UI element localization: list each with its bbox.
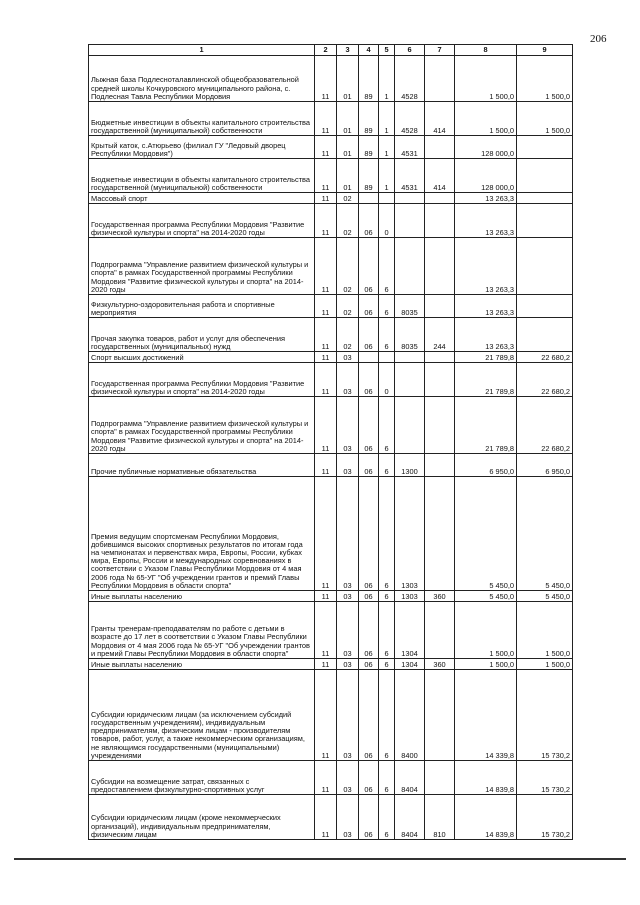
table-row [89, 318, 573, 352]
table-row [89, 363, 573, 397]
program-code-cell: 06 [359, 238, 379, 295]
expense-type-cell [425, 136, 455, 159]
program-code-cell: 06 [359, 454, 379, 477]
amount-col8-cell: 128 000,0 [455, 136, 517, 159]
column-header: 6 [395, 45, 425, 56]
expense-type-cell [425, 193, 455, 204]
program-code-cell: 06 [359, 295, 379, 318]
subsection-code-cell: 03 [337, 454, 359, 477]
row-name-cell: Субсидии юридическим лицам (за исключением субсидий государственным учреждениям), индивидуальным предпринимателям, физическим лицам - производителям товаров, работ, услуг, а также некоммерческим организациям, не являющимся государственными (муниципальными) учреждениями [89, 670, 315, 761]
amount-col9-cell: 22 680,2 [517, 352, 573, 363]
table-row [89, 659, 573, 670]
amount-col8-cell: 5 450,0 [455, 591, 517, 602]
program-code-cell: 06 [359, 204, 379, 238]
table-row [89, 454, 573, 477]
column-header: 1 [89, 45, 315, 56]
table-row [89, 136, 573, 159]
subprogram-code-cell: 6 [379, 761, 395, 795]
expense-type-cell [425, 56, 455, 102]
section-code-cell: 11 [315, 295, 337, 318]
amount-col9-cell: 1 500,0 [517, 102, 573, 136]
row-name-cell: Прочие публичные нормативные обязательства [89, 454, 315, 477]
amount-col9-cell: 15 730,2 [517, 670, 573, 761]
row-name-cell: Субсидии юридическим лицам (кроме некоммерческих организаций), индивидуальным предпринимателям, физическим лицам [89, 795, 315, 840]
expense-type-cell [425, 397, 455, 454]
amount-col8-cell: 13 263,3 [455, 193, 517, 204]
section-code-cell: 11 [315, 591, 337, 602]
subsection-code-cell: 02 [337, 193, 359, 204]
table-row [89, 204, 573, 238]
row-name-cell: Бюджетные инвестиции в объекты капитального строительства государственной (муниципальной) собственности [89, 159, 315, 193]
amount-col9-cell [517, 193, 573, 204]
subsection-code-cell: 02 [337, 238, 359, 295]
subsection-code-cell: 02 [337, 295, 359, 318]
program-code-cell: 89 [359, 56, 379, 102]
program-code-cell: 89 [359, 102, 379, 136]
article-code-cell: 1303 [395, 591, 425, 602]
table-row [89, 602, 573, 659]
article-code-cell: 4528 [395, 102, 425, 136]
subprogram-code-cell: 6 [379, 397, 395, 454]
amount-col8-cell: 128 000,0 [455, 159, 517, 193]
subprogram-code-cell: 1 [379, 56, 395, 102]
row-name-cell: Массовый спорт [89, 193, 315, 204]
amount-col8-cell: 14 339,8 [455, 670, 517, 761]
article-code-cell [395, 204, 425, 238]
row-name-cell: Бюджетные инвестиции в объекты капитального строительства государственной (муниципальной) собственности [89, 102, 315, 136]
table-row [89, 591, 573, 602]
expense-type-cell [425, 454, 455, 477]
amount-col9-cell: 15 730,2 [517, 795, 573, 840]
page-bottom-rule [14, 858, 626, 860]
table-row [89, 56, 573, 102]
section-code-cell: 11 [315, 363, 337, 397]
subprogram-code-cell: 1 [379, 102, 395, 136]
section-code-cell: 11 [315, 659, 337, 670]
amount-col9-cell [517, 204, 573, 238]
subsection-code-cell: 03 [337, 363, 359, 397]
row-name-cell: Государственная программа Республики Мордовия "Развитие физической культуры и спорта" на 2014-2020 годы [89, 204, 315, 238]
amount-col9-cell: 1 500,0 [517, 602, 573, 659]
table-row [89, 670, 573, 761]
amount-col9-cell: 22 680,2 [517, 397, 573, 454]
program-code-cell: 06 [359, 670, 379, 761]
amount-col8-cell: 21 789,8 [455, 397, 517, 454]
section-code-cell: 11 [315, 397, 337, 454]
amount-col8-cell: 13 263,3 [455, 318, 517, 352]
article-code-cell: 1304 [395, 602, 425, 659]
expense-type-cell: 414 [425, 159, 455, 193]
expense-type-cell: 360 [425, 659, 455, 670]
column-header: 5 [379, 45, 395, 56]
budget-table [88, 44, 573, 840]
subprogram-code-cell: 0 [379, 204, 395, 238]
subprogram-code-cell: 0 [379, 363, 395, 397]
subsection-code-cell: 03 [337, 397, 359, 454]
table-row [89, 397, 573, 454]
subprogram-code-cell: 6 [379, 318, 395, 352]
expense-type-cell [425, 352, 455, 363]
program-code-cell [359, 193, 379, 204]
article-code-cell [395, 363, 425, 397]
amount-col8-cell: 13 263,3 [455, 204, 517, 238]
article-code-cell: 8404 [395, 761, 425, 795]
column-header: 7 [425, 45, 455, 56]
table-row [89, 238, 573, 295]
section-code-cell: 11 [315, 102, 337, 136]
article-code-cell: 8035 [395, 295, 425, 318]
subprogram-code-cell [379, 193, 395, 204]
section-code-cell: 11 [315, 454, 337, 477]
amount-col8-cell: 13 263,3 [455, 295, 517, 318]
section-code-cell: 11 [315, 193, 337, 204]
row-name-cell: Лыжная база Подлесноталавлинской общеобразовательной средней школы Кочкуровского муниципального района, с. Подлесная Тавла Республики Мордовия [89, 56, 315, 102]
table-row [89, 352, 573, 363]
program-code-cell [359, 352, 379, 363]
article-code-cell [395, 397, 425, 454]
table-row [89, 295, 573, 318]
row-name-cell: Премия ведущим спортсменам Республики Мордовия, добившимся высоких спортивных результатов по итогам года на чемпионатах и первенствах мира, Европы, России, кубках мира, Европы, России и международных соревнованиях в соответствии с Указом Главы Республики Мордовия от 4 мая 2006 года № 65-УГ "Об учреждении грантов и премий Главы Республики Мордовия в области спорта" [89, 477, 315, 591]
section-code-cell: 11 [315, 136, 337, 159]
column-header: 8 [455, 45, 517, 56]
table-row [89, 761, 573, 795]
row-name-cell: Субсидии на возмещение затрат, связанных с предоставлением физкультурно-спортивных услуг [89, 761, 315, 795]
amount-col8-cell: 21 789,8 [455, 352, 517, 363]
subsection-code-cell: 02 [337, 204, 359, 238]
section-code-cell: 11 [315, 56, 337, 102]
program-code-cell: 06 [359, 318, 379, 352]
program-code-cell: 89 [359, 159, 379, 193]
row-name-cell: Физкультурно-оздоровительная работа и спортивные мероприятия [89, 295, 315, 318]
expense-type-cell [425, 670, 455, 761]
subprogram-code-cell: 6 [379, 795, 395, 840]
program-code-cell: 06 [359, 477, 379, 591]
expense-type-cell [425, 363, 455, 397]
amount-col8-cell: 5 450,0 [455, 477, 517, 591]
amount-col8-cell: 6 950,0 [455, 454, 517, 477]
amount-col9-cell [517, 318, 573, 352]
subsection-code-cell: 02 [337, 318, 359, 352]
expense-type-cell [425, 295, 455, 318]
subsection-code-cell: 03 [337, 477, 359, 591]
row-name-cell: Подпрограмма "Управление развитием физической культуры и спорта" в рамках Государственной программы Республики Мордовия "Развитие физической культуры и спорта" на 2014-2020 годы [89, 397, 315, 454]
subsection-code-cell: 03 [337, 761, 359, 795]
section-code-cell: 11 [315, 795, 337, 840]
table-header-row [89, 45, 573, 56]
program-code-cell: 06 [359, 761, 379, 795]
subsection-code-cell: 01 [337, 56, 359, 102]
amount-col9-cell: 5 450,0 [517, 591, 573, 602]
article-code-cell: 8035 [395, 318, 425, 352]
program-code-cell: 06 [359, 363, 379, 397]
subsection-code-cell: 01 [337, 102, 359, 136]
subprogram-code-cell: 6 [379, 670, 395, 761]
column-header: 2 [315, 45, 337, 56]
program-code-cell: 89 [359, 136, 379, 159]
subsection-code-cell: 03 [337, 602, 359, 659]
amount-col8-cell: 1 500,0 [455, 56, 517, 102]
section-code-cell: 11 [315, 477, 337, 591]
amount-col8-cell: 21 789,8 [455, 363, 517, 397]
amount-col9-cell: 1 500,0 [517, 56, 573, 102]
program-code-cell: 06 [359, 795, 379, 840]
subsection-code-cell: 03 [337, 670, 359, 761]
subsection-code-cell: 01 [337, 136, 359, 159]
table-row [89, 477, 573, 591]
subsection-code-cell: 03 [337, 352, 359, 363]
subprogram-code-cell: 6 [379, 602, 395, 659]
amount-col8-cell: 1 500,0 [455, 602, 517, 659]
expense-type-cell [425, 477, 455, 591]
subprogram-code-cell: 1 [379, 159, 395, 193]
amount-col9-cell [517, 136, 573, 159]
section-code-cell: 11 [315, 204, 337, 238]
row-name-cell: Государственная программа Республики Мордовия "Развитие физической культуры и спорта" на 2014-2020 годы [89, 363, 315, 397]
expense-type-cell [425, 238, 455, 295]
article-code-cell: 4531 [395, 136, 425, 159]
program-code-cell: 06 [359, 591, 379, 602]
row-name-cell: Иные выплаты населению [89, 591, 315, 602]
expense-type-cell: 244 [425, 318, 455, 352]
column-header: 4 [359, 45, 379, 56]
row-name-cell: Крытый каток, с.Атюрьево (филиал ГУ "Ледовый дворец Республики Мордовия") [89, 136, 315, 159]
program-code-cell: 06 [359, 602, 379, 659]
subprogram-code-cell: 6 [379, 659, 395, 670]
article-code-cell: 8400 [395, 670, 425, 761]
section-code-cell: 11 [315, 238, 337, 295]
expense-type-cell [425, 204, 455, 238]
row-name-cell: Иные выплаты населению [89, 659, 315, 670]
subsection-code-cell: 01 [337, 159, 359, 193]
article-code-cell: 1304 [395, 659, 425, 670]
article-code-cell: 4528 [395, 56, 425, 102]
article-code-cell: 8404 [395, 795, 425, 840]
expense-type-cell: 414 [425, 102, 455, 136]
subprogram-code-cell [379, 352, 395, 363]
amount-col8-cell: 1 500,0 [455, 102, 517, 136]
subsection-code-cell: 03 [337, 795, 359, 840]
table-body [89, 56, 573, 840]
subprogram-code-cell: 6 [379, 238, 395, 295]
amount-col8-cell: 14 839,8 [455, 795, 517, 840]
article-code-cell: 1300 [395, 454, 425, 477]
section-code-cell: 11 [315, 670, 337, 761]
article-code-cell [395, 352, 425, 363]
row-name-cell: Гранты тренерам-преподавателям по работе с детьми в возрасте до 17 лет в соответствии с Указом Главы Республики Мордовия от 4 мая 2006 года № 65-УГ "Об учреждении грантов и премий Главы Республики Мордовия в области спорта" [89, 602, 315, 659]
article-code-cell: 4531 [395, 159, 425, 193]
section-code-cell: 11 [315, 761, 337, 795]
column-header: 3 [337, 45, 359, 56]
expense-type-cell: 360 [425, 591, 455, 602]
subsection-code-cell: 03 [337, 591, 359, 602]
section-code-cell: 11 [315, 352, 337, 363]
table-row [89, 193, 573, 204]
amount-col9-cell: 15 730,2 [517, 761, 573, 795]
subprogram-code-cell: 6 [379, 591, 395, 602]
amount-col9-cell [517, 159, 573, 193]
table-row [89, 795, 573, 840]
amount-col9-cell: 1 500,0 [517, 659, 573, 670]
expense-type-cell [425, 602, 455, 659]
section-code-cell: 11 [315, 318, 337, 352]
subprogram-code-cell: 6 [379, 454, 395, 477]
subsection-code-cell: 03 [337, 659, 359, 670]
amount-col9-cell [517, 238, 573, 295]
program-code-cell: 06 [359, 659, 379, 670]
row-name-cell: Прочая закупка товаров, работ и услуг для обеспечения государственных (муниципальных) нужд [89, 318, 315, 352]
column-header: 9 [517, 45, 573, 56]
amount-col8-cell: 13 263,3 [455, 238, 517, 295]
subprogram-code-cell: 1 [379, 136, 395, 159]
page-number: 206 [590, 33, 607, 45]
program-code-cell: 06 [359, 397, 379, 454]
expense-type-cell: 810 [425, 795, 455, 840]
amount-col9-cell [517, 295, 573, 318]
amount-col9-cell: 5 450,0 [517, 477, 573, 591]
row-name-cell: Подпрограмма "Управление развитием физической культуры и спорта" в рамках Государственной программы Республики Мордовия "Развитие физической культуры и спорта" на 2014-2020 годы [89, 238, 315, 295]
section-code-cell: 11 [315, 602, 337, 659]
subprogram-code-cell: 6 [379, 295, 395, 318]
expense-type-cell [425, 761, 455, 795]
article-code-cell [395, 238, 425, 295]
row-name-cell: Спорт высших достижений [89, 352, 315, 363]
amount-col8-cell: 1 500,0 [455, 659, 517, 670]
table-row [89, 159, 573, 193]
article-code-cell: 1303 [395, 477, 425, 591]
amount-col9-cell: 6 950,0 [517, 454, 573, 477]
table-row [89, 102, 573, 136]
amount-col9-cell: 22 680,2 [517, 363, 573, 397]
article-code-cell [395, 193, 425, 204]
amount-col8-cell: 14 839,8 [455, 761, 517, 795]
section-code-cell: 11 [315, 159, 337, 193]
subprogram-code-cell: 6 [379, 477, 395, 591]
